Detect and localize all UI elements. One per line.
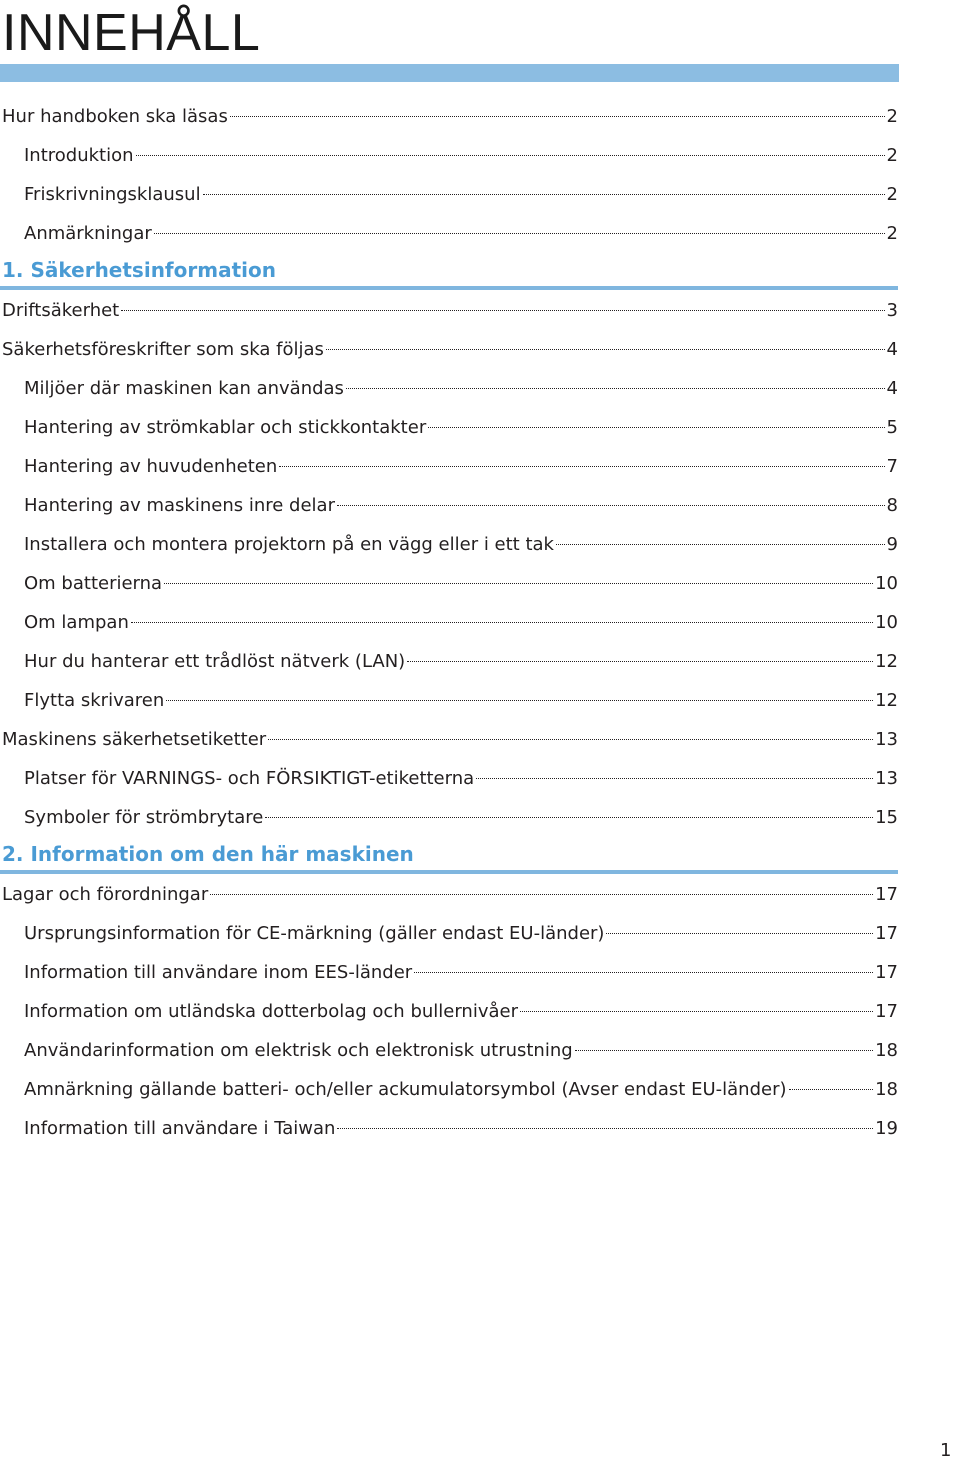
toc-entry[interactable] bbox=[0, 408, 898, 447]
toc-entry[interactable] bbox=[0, 798, 898, 837]
toc-dot-leader bbox=[265, 799, 873, 818]
toc-entry-title: Användarinformation om elektrisk och elektronisk utrustning bbox=[24, 1040, 573, 1061]
toc-entry[interactable] bbox=[0, 953, 898, 992]
toc-dot-leader bbox=[131, 604, 873, 623]
toc-dot-leader bbox=[606, 915, 873, 934]
toc-entry[interactable] bbox=[0, 1109, 898, 1148]
toc-dot-leader bbox=[154, 215, 885, 234]
chapter-title: 2. Information om den här maskinen bbox=[2, 842, 414, 866]
toc-entry-page: 7 bbox=[886, 456, 898, 477]
toc-dot-leader bbox=[476, 760, 873, 779]
toc-entry-page: 3 bbox=[886, 300, 898, 321]
toc-entry-page: 4 bbox=[886, 339, 898, 360]
toc-entry-page: 15 bbox=[875, 807, 898, 828]
toc-entry-title: Flytta skrivaren bbox=[24, 690, 165, 711]
toc-entry[interactable] bbox=[0, 136, 898, 175]
toc-entry-page: 17 bbox=[875, 1001, 898, 1022]
toc-entry[interactable] bbox=[0, 992, 898, 1031]
toc-entry-title: Symboler för strömbrytare bbox=[24, 807, 264, 828]
table-of-contents bbox=[0, 97, 898, 1148]
toc-entry[interactable] bbox=[0, 564, 898, 603]
chapter-rule bbox=[0, 870, 898, 874]
toc-dot-leader bbox=[164, 565, 873, 584]
chapter-rule bbox=[0, 286, 898, 290]
toc-dot-leader bbox=[326, 331, 885, 350]
toc-entry-title: Miljöer där maskinen kan användas bbox=[24, 378, 344, 399]
toc-entry[interactable] bbox=[0, 1070, 898, 1109]
toc-dot-leader bbox=[346, 370, 885, 389]
toc-entry[interactable] bbox=[0, 97, 898, 136]
toc-entry-page: 17 bbox=[875, 884, 898, 905]
toc-entry-page: 17 bbox=[875, 962, 898, 983]
toc-dot-leader bbox=[268, 721, 873, 740]
toc-entry[interactable] bbox=[0, 875, 898, 914]
toc-entry-title: Hantering av strömkablar och stickkontakter bbox=[24, 417, 427, 438]
toc-entry-title: Ursprungsinformation för CE-märkning (gäller endast EU-länder) bbox=[24, 923, 605, 944]
toc-entry[interactable] bbox=[0, 914, 898, 953]
chapter-heading[interactable] bbox=[0, 253, 898, 291]
toc-entry-page: 12 bbox=[875, 690, 898, 711]
toc-entry-page: 10 bbox=[875, 573, 898, 594]
toc-entry-page: 2 bbox=[886, 223, 898, 244]
toc-entry[interactable] bbox=[0, 720, 898, 759]
toc-dot-leader bbox=[407, 643, 873, 662]
toc-dot-leader bbox=[337, 1110, 873, 1129]
toc-entry-title: Säkerhetsföreskrifter som ska följas bbox=[2, 339, 324, 360]
toc-entry-page: 10 bbox=[875, 612, 898, 633]
page-title: INNEHÅLL bbox=[2, 4, 261, 62]
toc-entry-title: Information till användare inom EES-länder bbox=[24, 962, 413, 983]
toc-entry-page: 13 bbox=[875, 729, 898, 750]
toc-entry-title: Amnärkning gällande batteri- och/eller ackumulatorsymbol (Avser endast EU-länder) bbox=[24, 1079, 787, 1100]
toc-dot-leader bbox=[121, 292, 884, 311]
toc-entry[interactable] bbox=[0, 486, 898, 525]
toc-entry[interactable] bbox=[0, 603, 898, 642]
toc-entry-title: Anmärkningar bbox=[24, 223, 152, 244]
toc-dot-leader bbox=[428, 409, 884, 428]
toc-entry-title: Friskrivningsklausul bbox=[24, 184, 201, 205]
toc-dot-leader bbox=[203, 176, 885, 195]
toc-dot-leader bbox=[136, 137, 885, 156]
toc-dot-leader bbox=[575, 1032, 873, 1051]
toc-entry[interactable] bbox=[0, 291, 898, 330]
toc-entry-title: Platser för VARNINGS- och FÖRSIKTIGT-etiketterna bbox=[24, 768, 475, 789]
toc-entry-title: Lagar och förordningar bbox=[2, 884, 209, 905]
toc-entry-title: Hantering av huvudenheten bbox=[24, 456, 278, 477]
toc-entry-title: Hur du hanterar ett trådlöst nätverk (LAN) bbox=[24, 651, 406, 672]
toc-entry-page: 17 bbox=[875, 923, 898, 944]
toc-entry-title: Driftsäkerhet bbox=[2, 300, 120, 321]
toc-entry-page: 4 bbox=[886, 378, 898, 399]
toc-dot-leader bbox=[230, 98, 885, 117]
toc-entry[interactable] bbox=[0, 369, 898, 408]
toc-entry-page: 18 bbox=[875, 1040, 898, 1061]
toc-entry-title: Introduktion bbox=[24, 145, 134, 166]
toc-entry-page: 2 bbox=[886, 106, 898, 127]
toc-entry-title: Om batterierna bbox=[24, 573, 163, 594]
toc-entry-page: 19 bbox=[875, 1118, 898, 1139]
toc-entry-title: Hur handboken ska läsas bbox=[2, 106, 228, 127]
toc-entry[interactable] bbox=[0, 642, 898, 681]
page-number: 1 bbox=[940, 1440, 952, 1461]
toc-entry[interactable] bbox=[0, 681, 898, 720]
toc-entry-title: Installera och montera projektorn på en vägg eller i ett tak bbox=[24, 534, 554, 555]
toc-entry[interactable] bbox=[0, 447, 898, 486]
toc-entry-page: 18 bbox=[875, 1079, 898, 1100]
title-rule bbox=[0, 64, 899, 82]
toc-entry[interactable] bbox=[0, 525, 898, 564]
toc-entry-page: 13 bbox=[875, 768, 898, 789]
toc-entry-page: 12 bbox=[875, 651, 898, 672]
toc-entry[interactable] bbox=[0, 759, 898, 798]
toc-entry[interactable] bbox=[0, 330, 898, 369]
toc-entry-title: Information till användare i Taiwan bbox=[24, 1118, 336, 1139]
toc-entry[interactable] bbox=[0, 175, 898, 214]
chapter-heading[interactable] bbox=[0, 837, 898, 875]
toc-entry-page: 2 bbox=[886, 145, 898, 166]
toc-dot-leader bbox=[210, 876, 873, 895]
toc-dot-leader bbox=[556, 526, 885, 545]
toc-dot-leader bbox=[789, 1071, 874, 1090]
toc-entry-title: Maskinens säkerhetsetiketter bbox=[2, 729, 267, 750]
toc-dot-leader bbox=[166, 682, 873, 701]
toc-entry-page: 9 bbox=[886, 534, 898, 555]
toc-entry[interactable] bbox=[0, 214, 898, 253]
toc-dot-leader bbox=[337, 487, 885, 506]
toc-dot-leader bbox=[414, 954, 873, 973]
toc-dot-leader bbox=[279, 448, 884, 467]
chapter-title: 1. Säkerhetsinformation bbox=[2, 258, 276, 282]
toc-entry-page: 5 bbox=[886, 417, 898, 438]
toc-entry-page: 8 bbox=[886, 495, 898, 516]
toc-entry-title: Hantering av maskinens inre delar bbox=[24, 495, 335, 516]
toc-entry[interactable] bbox=[0, 1031, 898, 1070]
toc-dot-leader bbox=[520, 993, 873, 1012]
toc-entry-title: Om lampan bbox=[24, 612, 129, 633]
toc-entry-title: Information om utländska dotterbolag och bullernivåer bbox=[24, 1001, 518, 1022]
toc-entry-page: 2 bbox=[886, 184, 898, 205]
